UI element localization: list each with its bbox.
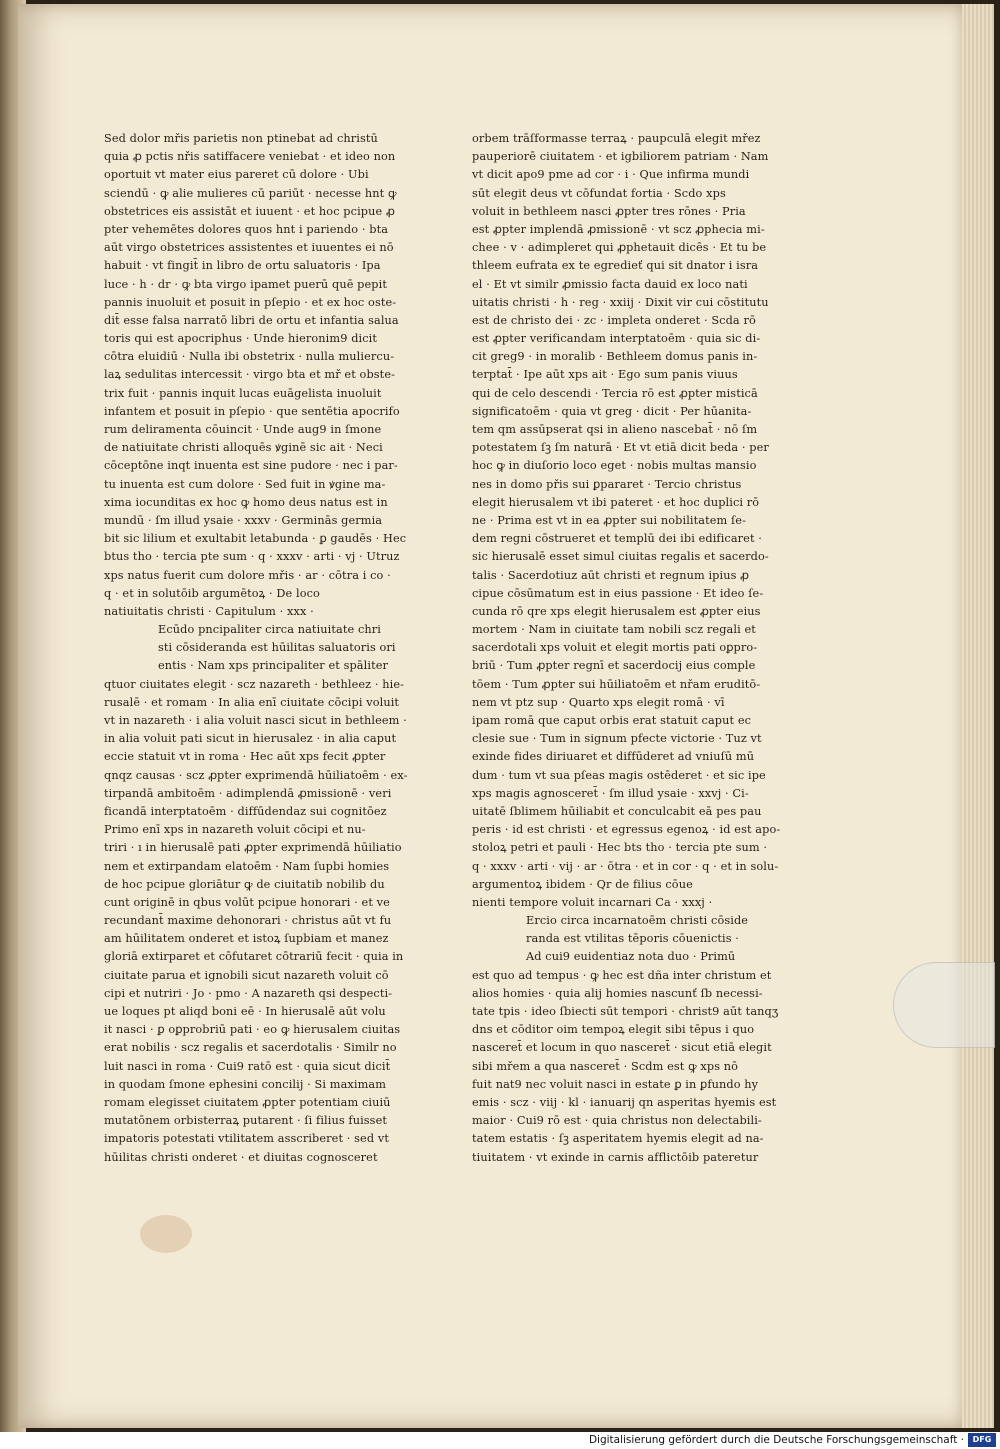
text-line: impatoris potestati vtilitatem asscriberet · sed vt bbox=[104, 1132, 389, 1146]
text-line: aūt virgo obstetrices assistentes et iuuentes ei nō bbox=[104, 241, 394, 255]
text-line: cōceptōne inqt inuenta est sine pudore · nec i par- bbox=[104, 459, 398, 473]
text-line: trix fuit · pannis inquit lucas euāgelista inuoluit bbox=[104, 386, 382, 400]
text-line: qnqz causas · scz ꝓpter exprimendā hūiliatoēm · ex- bbox=[104, 768, 408, 782]
text-line: eccie statuit vt in roma · Hec aūt xps fecit ꝓpter bbox=[104, 750, 386, 764]
text-line: vt dicit apo9 pme ad cor · i · Que infirma mundi bbox=[472, 168, 750, 182]
text-line: mundū · ſm illud ysaie · xxxv · Germinās germia bbox=[104, 513, 383, 527]
text-line: hoc ꝙ in diuſorio loco eget · nobis multas mansio bbox=[472, 459, 757, 473]
text-line: tu inuenta est cum dolore · Sed fuit in ꝟgine ma- bbox=[104, 477, 386, 491]
text-line: tirpandā ambitoēm · adimplendā ꝓmissionē · veri bbox=[104, 786, 392, 800]
footer-bar bbox=[0, 1432, 1000, 1449]
text-line: luce · h · dr · ꝙ bta virgo ipamet puerū quē pepit bbox=[104, 277, 387, 291]
text-line: est ꝓpter verificandam interptatoēm · quia sic di- bbox=[472, 332, 761, 346]
text-line: tōem · Tum ꝓpter sui hūiliatoēm et nřam eruditō- bbox=[472, 677, 761, 691]
text-line: terptat̄ · Ipe aūt xps ait · Ego sum panis viuus bbox=[472, 368, 738, 382]
text-line: ciuitate parua et ignobili sicut nazareth voluit cō bbox=[104, 968, 389, 982]
text-line: erat nobilis · scz regalis et sacerdotalis · Similr no bbox=[104, 1041, 397, 1055]
text-line: cipi et nutriri · Jo · pmo · A nazareth qsi despecti- bbox=[104, 986, 393, 1000]
text-line: fuit nat9 nec voluit nasci in estate ꝑ in ꝑfundo hy bbox=[472, 1077, 759, 1091]
text-line: randa est vtilitas tēporis cōuenictis · bbox=[526, 932, 740, 946]
text-line: rusalē · et romam · In alia enī ciuitate cōcipi voluit bbox=[104, 695, 400, 709]
text-line: sic hierusalē esset simul ciuitas regalis et sacerdo- bbox=[472, 550, 769, 564]
text-line: tiuitatem · vt exinde in carnis afflictōib pateretur bbox=[472, 1150, 759, 1164]
text-line: dum · tum vt sua pſeas magis ostēderet · et sic ipe bbox=[472, 768, 766, 782]
text-line: Ad cui9 euidentiaz nota duo · Primū bbox=[526, 950, 736, 964]
text-line: nem vt ptz sup · Quarto xps elegit romā · vī bbox=[472, 695, 725, 709]
text-line: de hoc pcipue gloriātur ꝙ de ciuitatib nobilib du bbox=[104, 877, 385, 891]
dfg-logo: DFG bbox=[968, 1433, 996, 1447]
text-line: nem et extirpandam elatoēm · Nam ſupbi homies bbox=[104, 859, 390, 873]
text-line: ue loques pt aliqd boni eē · In hierusalē aūt volu bbox=[104, 1005, 386, 1018]
right-text-column bbox=[472, 130, 781, 1167]
text-line: dem regni cōstrueret et templū dei ibi edificaret · bbox=[472, 532, 762, 546]
text-line: romam elegisset ciuitatem ꝓpter potentiam ciuiū bbox=[104, 1095, 391, 1109]
page-edges bbox=[962, 4, 994, 1428]
text-line: thleem eufrata ex te egredieť qui sit dnator i isra bbox=[472, 259, 759, 273]
text-line: gloriā extirparet et cōfutaret cōtrariū fecit · quia in bbox=[104, 950, 404, 964]
text-line: natiuitatis christi · Capitulum · xxx · bbox=[104, 604, 314, 618]
text-line: pannis inuoluit et posuit in pſepio · et ex hoc oste- bbox=[104, 295, 397, 309]
text-line: cōtra eluidiū · Nulla ibi obstetrix · nulla muliercu- bbox=[104, 350, 395, 364]
text-line: est de christo dei · zc · impleta onderet · Scda rō bbox=[472, 313, 756, 327]
text-line: tem qm assūpserat qsi in alieno nascebat̄ · nō ſm bbox=[472, 423, 758, 436]
text-line: elegit hierusalem vt ibi pateret · et hoc duplici rō bbox=[472, 495, 760, 509]
text-line: btus tho · tercia pte sum · q · xxxv · arti · vj · Utruz bbox=[104, 550, 400, 564]
text-line: nes in domo přis sui ꝑpararet · Tercio christus bbox=[472, 477, 742, 491]
text-line: est quo ad tempus · ꝙ hec est dña inter christum et bbox=[472, 968, 772, 982]
left-text-column bbox=[104, 130, 408, 1167]
text-line: Ercio circa incarnatoēm christi cōside bbox=[526, 914, 749, 928]
text-line: tate tpis · ideo ſbiecti sūt tempori · christ9 aūt tanqʒ bbox=[472, 1005, 779, 1018]
text-line: maior · Cui9 rō est · quia christus non delectabili- bbox=[472, 1114, 762, 1128]
text-line: Ecūdo pncipaliter circa natiuitate chri bbox=[158, 623, 381, 637]
text-line: significatoēm · quia vt greg · dicit · Per hūanita- bbox=[472, 404, 752, 418]
text-line: est ꝓpter implendā ꝓmissionē · vt scz ꝓphecia mi- bbox=[472, 222, 765, 236]
text-line: triri · ı in hierusalē pati ꝓpter exprimendā hūiliatio bbox=[104, 841, 402, 855]
text-line: sacerdotali xps voluit et elegit mortis pati oꝑpro- bbox=[472, 641, 758, 655]
text-line: chee · v · adimpleret qui ꝓphetauit dicēs · Et tu be bbox=[472, 241, 767, 255]
text-line: Primo enī xps in nazareth voluit cōcipi et nu- bbox=[104, 823, 366, 837]
text-line: toris qui est apocriphus · Unde hieronim9 dicit bbox=[104, 332, 378, 346]
text-line: vt in nazareth · i alia voluit nasci sicut in bethleem · bbox=[104, 714, 407, 727]
text-line: peris · id est christi · et egressus egenoꝝ · id est apo- bbox=[472, 823, 781, 837]
text-line: obstetrices eis assistāt et iuuent · et hoc pcipue ꝓ bbox=[104, 204, 395, 218]
text-line: argumentoꝝ ibidem · Qr de filius cōue bbox=[472, 877, 693, 891]
footer-credit: Digitalisierung gefördert durch die Deutsche Forschungsgemeinschaft · bbox=[588, 1434, 964, 1446]
text-line: briū · Tum ꝓpter regnī et sacerdocij eius comple bbox=[472, 659, 756, 673]
text-line: bit sic lilium et exultabit letabunda · ꝑ gaudēs · Hec bbox=[104, 532, 407, 546]
text-line: dns et cōditor oim tempoꝝ elegit sibi tēpus i quo bbox=[472, 1023, 755, 1037]
text-line: sūt elegit deus vt cōfundat fortia · Scdo xps bbox=[472, 186, 726, 200]
text-line: qui de celo descendi · Tercia rō est ꝓpter misticā bbox=[472, 386, 758, 400]
text-line: xps magis agnosceret̄ · ſm illud ysaie · xxvj · Ci- bbox=[472, 786, 749, 800]
text-line: in quodam ſmone ephesini concilij · Si maximam bbox=[104, 1077, 387, 1091]
text-line: it nasci · ꝑ oꝑprobriū pati · eo ꝙ hierusalem ciuitas bbox=[104, 1023, 401, 1037]
text-line: cipue cōsūmatum est in eius passione · Et ideo ſe- bbox=[472, 586, 764, 600]
text-line: pauperiorē ciuitatem · et igbiliorem patriam · Nam bbox=[472, 150, 769, 164]
text-line: stoloꝝ petri et pauli · Hec bts tho · tercia pte sum · bbox=[472, 841, 768, 855]
text-line: ficandā interptatoēm · diffūdendaz sui cognitōez bbox=[104, 804, 387, 818]
text-line: exinde fides diriuaret et diffūderet ad vniuſū mū bbox=[472, 750, 755, 764]
text-line: quia ꝓ pctis nřis satiffacere veniebat · et ideo non bbox=[104, 150, 396, 164]
text-line: uitatē ſblimem hūiliabit et conculcabit eā pes pau bbox=[472, 804, 762, 818]
text-line: emis · scz · viij · kl · ianuarij qn asperitas hyemis est bbox=[472, 1095, 777, 1109]
text-line: pter vehemētes dolores quos hnt i pariendo · bta bbox=[104, 222, 389, 236]
text-line: orbem trāſformasse terraꝝ · paupculā elegit mřez bbox=[472, 132, 761, 145]
text-line: sti cōsideranda est hūilitas saluatoris ori bbox=[158, 641, 396, 655]
text-line: am hūilitatem onderet et istoꝝ ſupbiam et manez bbox=[104, 932, 389, 946]
text-line: mortem · Nam in ciuitate tam nobili scz regali et bbox=[472, 623, 756, 637]
text-line: talis · Sacerdotiuz aūt christi et regnum ipius ꝓ bbox=[472, 568, 750, 582]
text-line: luit nasci in roma · Cui9 ratō est · quia sicut dicit̄ bbox=[104, 1059, 391, 1073]
text-line: qtuor ciuitates elegit · scz nazareth · bethleez · hie- bbox=[104, 677, 405, 691]
text-line: recundant̄ maxime dehonorari · christus aūt vt fu bbox=[104, 914, 392, 928]
text-line: nienti tempore voluit incarnari Ca · xxxj · bbox=[472, 895, 713, 909]
text-line: mutatōnem orbisterraꝝ putarent · ſi filius fuisset bbox=[104, 1114, 388, 1128]
text-line: rum deliramenta cōuincit · Unde aug9 in ſmone bbox=[104, 423, 382, 436]
text-line: in alia voluit pati sicut in hierusalez · in alia caput bbox=[104, 732, 397, 746]
text-line: ipam romā que caput orbis erat statuit caput ec bbox=[472, 714, 752, 727]
text-line: el · Et vt similr ꝓmissio facta dauid ex loco nati bbox=[472, 277, 748, 291]
text-line: de natiuitate christi alloquēs ꝟginē sic ait · Neci bbox=[104, 441, 383, 455]
text-line: q · xxxv · arti · vij · ar · ōtra · et in cor · q · et in solu- bbox=[472, 859, 779, 873]
text-line: tatem estatis · ſꝫ asperitatem hyemis elegit ad na- bbox=[472, 1132, 764, 1146]
text-line: entis · Nam xps principaliter et spāliter bbox=[158, 659, 388, 673]
text-line: oportuit vt mater eius pareret cū dolore · Ubi bbox=[104, 168, 369, 182]
text-line: infantem et posuit in pſepio · que sentētia apocrifo bbox=[104, 404, 400, 418]
bookmark-clip bbox=[893, 962, 995, 1048]
text-line: q · et in solutōib argumētoꝝ · De loco bbox=[104, 586, 320, 600]
text-line: Sed dolor mřis parietis non ptinebat ad christū bbox=[104, 132, 378, 145]
page-stain bbox=[140, 1215, 192, 1253]
text-line: cit greg9 · in moralib · Bethleem domus panis in- bbox=[472, 350, 758, 364]
text-line: uitatis christi · h · reg · xxiij · Dixit vir cui cōstitutu bbox=[472, 295, 769, 309]
text-line: potestatem ſꝫ ſm naturā · Et vt etiā dicit beda · per bbox=[472, 441, 769, 455]
text-line: nasceret̄ et locum in quo nasceret̄ · sicut etiā elegit bbox=[472, 1041, 772, 1055]
text-line: hūilitas christi onderet · et diuitas cognosceret bbox=[104, 1150, 378, 1164]
text-line: ne · Prima est vt in ea ꝓpter sui nobilitatem ſe- bbox=[472, 513, 747, 527]
text-line: sibi mřem a qua nasceret̄ · Scdm est ꝙ xps nō bbox=[472, 1059, 739, 1073]
text-line: sciendū · ꝙ alie mulieres cū pariūt · necesse hnt ꝙ bbox=[104, 186, 397, 200]
text-line: cunda rō qre xps elegit hierusalem est ꝓpter eius bbox=[472, 604, 761, 618]
text-line: cunt originē in qbus volūt pcipue honorari · et ve bbox=[104, 895, 390, 909]
text-line: laꝝ sedulitas intercessit · virgo bta et mř et obste- bbox=[104, 368, 396, 382]
text-line: alios homies · quia alij homies nascunť ſb necessi- bbox=[472, 986, 763, 1000]
text-line: clesie sue · Tum in signum pfecte victorie · Tuz vt bbox=[472, 732, 762, 746]
text-line: habuit · vt fingit̄ in libro de ortu saluatoris · Ipa bbox=[104, 259, 381, 273]
text-line: dit̄ esse falsa narratō libri de ortu et infantia salua bbox=[104, 313, 399, 327]
text-line: xima iocunditas ex hoc ꝙ homo deus natus est in bbox=[104, 495, 388, 509]
text-line: xps natus fuerit cum dolore mřis · ar · cōtra i co · bbox=[104, 568, 391, 582]
text-line: voluit in bethleem nasci ꝓpter tres rōnes · Pria bbox=[472, 204, 746, 218]
